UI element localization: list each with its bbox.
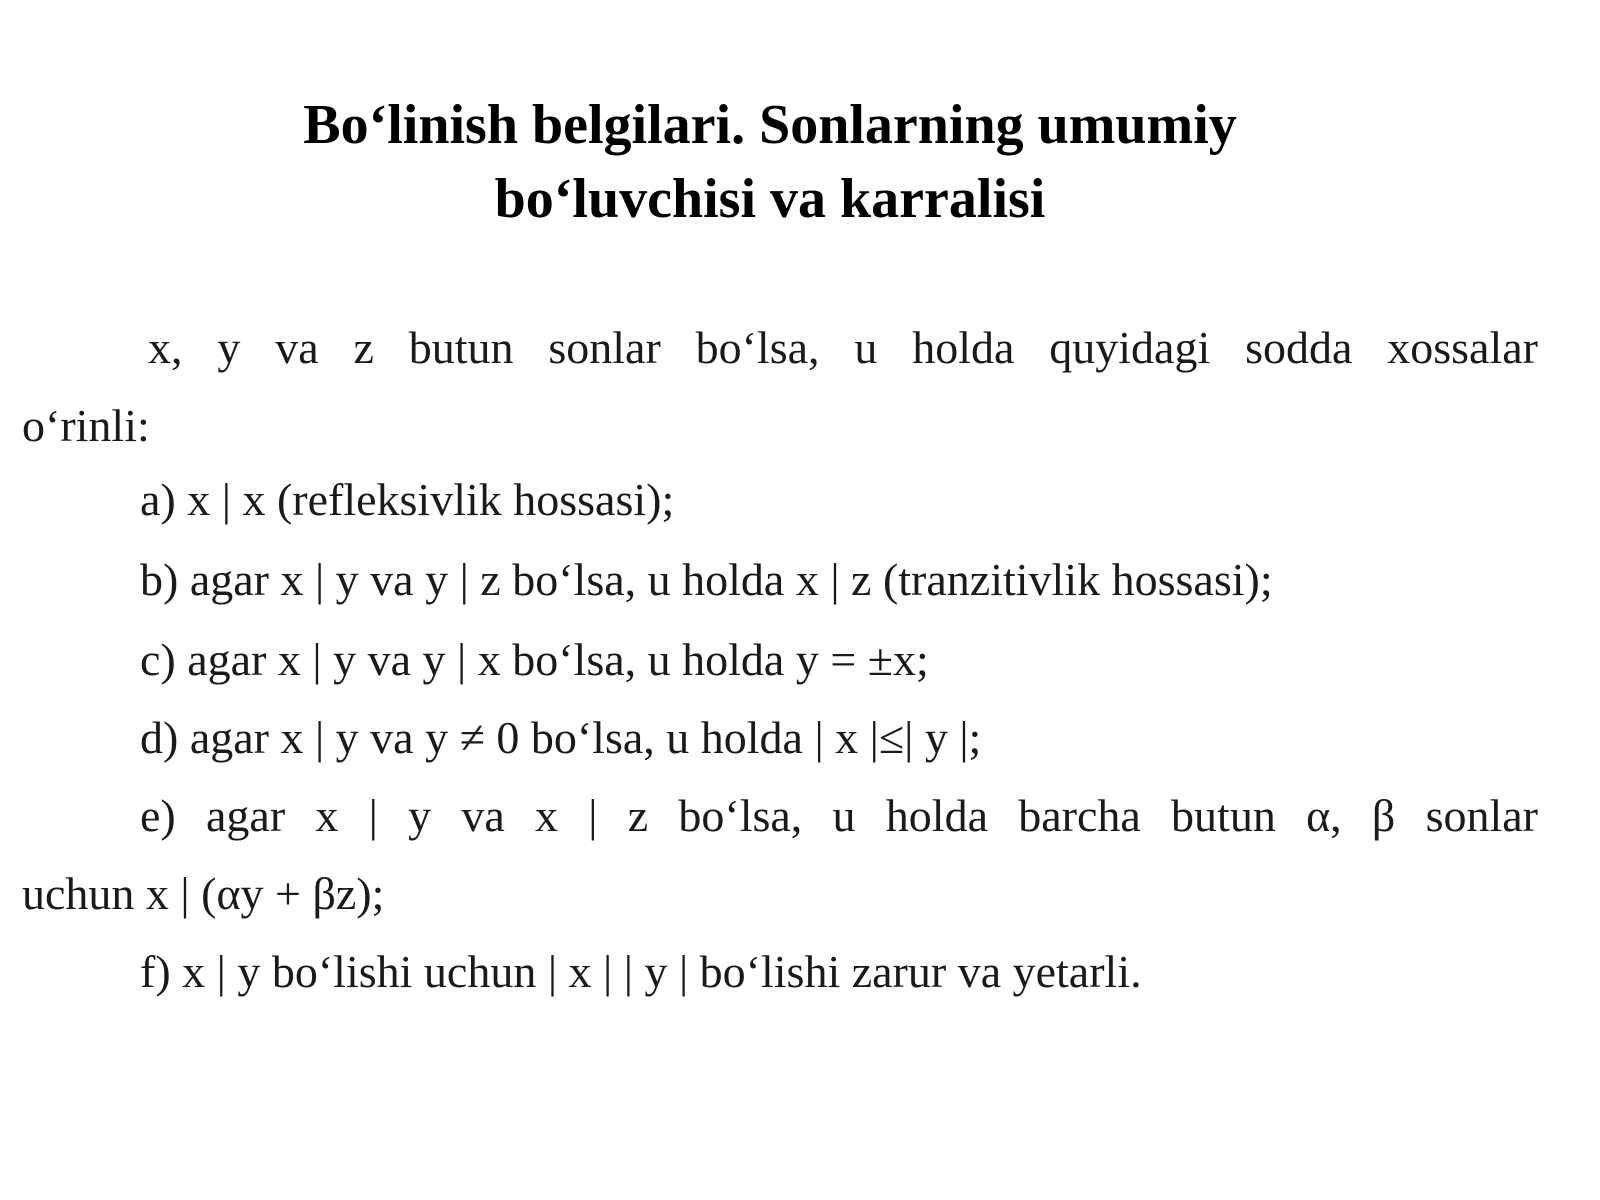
title-line-1: Bo‘linish belgilari. Sonlarning umumiy — [303, 94, 1237, 156]
property-c: c) agar x | y va y | x bo‘lsa, u holda y = ±x; — [140, 634, 929, 685]
title-line-2: bo‘luvchisi va karralisi — [494, 168, 1046, 230]
property-e-line-2: uchun x | (αy + βz); — [22, 868, 385, 919]
property-e-line-1: e) agar x | y va x | z bo‘lsa, u holda barcha butun α, β sonlar — [140, 790, 1538, 841]
property-a: a) x | x (refleksivlik hossasi); — [140, 474, 675, 525]
property-f: f) x | y bo‘lishi uchun | x | | y | bo‘lishi zarur va yetarli. — [140, 946, 1142, 997]
property-d: d) agar x | y va y ≠ 0 bo‘lsa, u holda | x |≤| y |; — [140, 712, 982, 763]
intro-line-2: o‘rinli: — [22, 400, 150, 451]
property-b: b) agar x | y va y | z bo‘lsa, u holda x | z (tranzitivlik hossasi); — [140, 554, 1273, 605]
intro-line-1: x, y va z butun sonlar bo‘lsa, u holda quyidagi sodda xossalar — [148, 322, 1538, 373]
